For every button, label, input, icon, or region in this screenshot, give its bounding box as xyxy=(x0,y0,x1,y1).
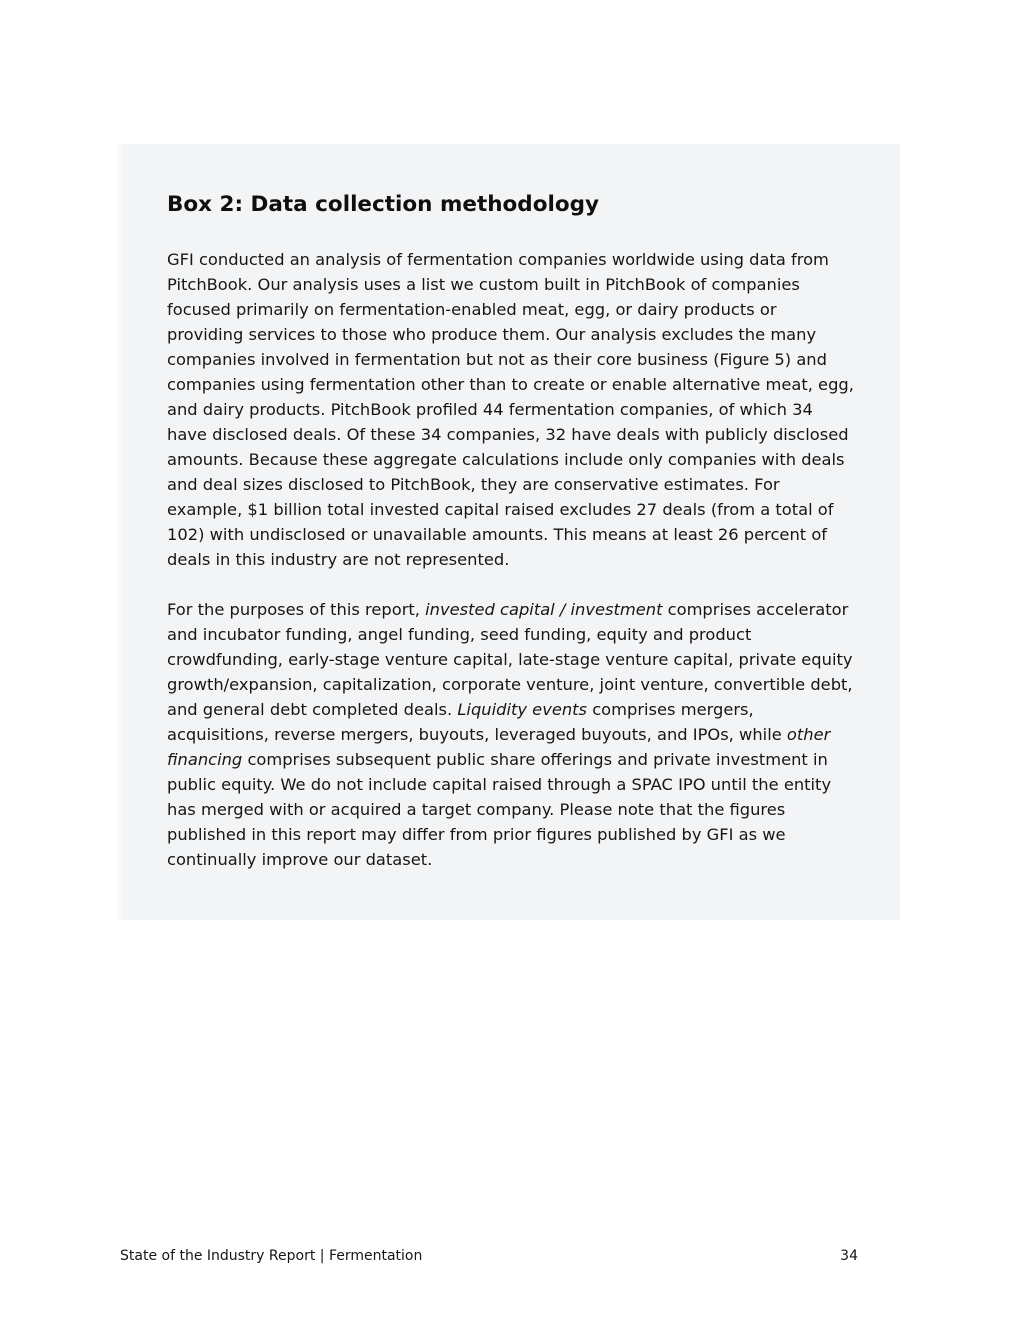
emphasized-term: financing xyxy=(167,750,243,769)
methodology-paragraph-1 xyxy=(167,247,867,572)
text-segment: crowdfunding, early-stage venture capital, late-stage venture capital, private equity xyxy=(167,650,853,669)
text-segment: and incubator funding, angel funding, seed funding, equity and product xyxy=(167,625,752,644)
methodology-paragraph-2 xyxy=(167,597,867,872)
emphasized-term: other xyxy=(786,725,831,744)
paragraph-2-line xyxy=(167,622,867,647)
text-segment: has merged with or acquired a target company. Please note that the figures xyxy=(167,800,786,819)
text-segment: public equity. We do not include capital raised through a SPAC IPO until the entity xyxy=(167,775,832,794)
paragraph-2-line xyxy=(167,647,867,672)
paragraph-1-line: deals in this industry are not represented. xyxy=(167,550,510,569)
paragraph-1-line: and dairy products. PitchBook profiled 44 fermentation companies, of which 34 xyxy=(167,400,813,419)
paragraph-1-line: companies involved in fermentation but not as their core business (Figure 5) and xyxy=(167,350,827,369)
text-segment: comprises mergers, xyxy=(587,700,754,719)
paragraph-1-line: and deal sizes disclosed to PitchBook, they are conservative estimates. For xyxy=(167,475,780,494)
paragraph-1-line: focused primarily on fermentation-enabled meat, egg, or dairy products or xyxy=(167,300,777,319)
text-segment: comprises accelerator xyxy=(662,600,849,619)
paragraph-2-line xyxy=(167,747,867,772)
footer-report-title: State of the Industry Report | Fermentation xyxy=(120,1248,423,1264)
text-segment: comprises subsequent public share offerings and private investment in xyxy=(242,750,828,769)
paragraph-2-line xyxy=(167,597,867,622)
paragraph-1-line: example, $1 billion total invested capital raised excludes 27 deals (from a total of xyxy=(167,500,834,519)
paragraph-1-line: GFI conducted an analysis of fermentation companies worldwide using data from xyxy=(167,250,829,269)
text-segment: For the purposes of this report, xyxy=(167,600,426,619)
emphasized-term: Liquidity events xyxy=(457,700,588,719)
paragraph-2-line xyxy=(167,672,867,697)
paragraph-1-line: PitchBook. Our analysis uses a list we custom built in PitchBook of companies xyxy=(167,275,800,294)
paragraph-2-line xyxy=(167,772,867,797)
text-segment: acquisitions, reverse mergers, buyouts, leveraged buyouts, and IPOs, while xyxy=(167,725,787,744)
paragraph-2-line xyxy=(167,797,867,822)
paragraph-1-line: have disclosed deals. Of these 34 companies, 32 have deals with publicly disclosed xyxy=(167,425,849,444)
paragraph-1-line: 102) with undisclosed or unavailable amounts. This means at least 26 percent of xyxy=(167,525,828,544)
paragraph-1-line: providing services to those who produce them. Our analysis excludes the many xyxy=(167,325,817,344)
text-segment: and general debt completed deals. xyxy=(167,700,458,719)
methodology-box xyxy=(118,144,900,920)
paragraph-1-line: amounts. Because these aggregate calculations include only companies with deals xyxy=(167,450,845,469)
paragraph-2-line xyxy=(167,722,867,747)
paragraph-2-line xyxy=(167,847,867,872)
paragraph-2-line xyxy=(167,822,867,847)
box-title: Box 2: Data collection methodology xyxy=(167,192,600,217)
paragraph-1-line: companies using fermentation other than to create or enable alternative meat, egg, xyxy=(167,375,854,394)
paragraph-2-line xyxy=(167,697,867,722)
emphasized-term: invested capital / investment xyxy=(425,600,663,619)
footer-page-number: 34 xyxy=(840,1248,858,1264)
text-segment: published in this report may differ from prior figures published by GFI as we xyxy=(167,825,786,844)
text-segment: continually improve our dataset. xyxy=(167,850,433,869)
text-segment: growth/expansion, capitalization, corporate venture, joint venture, convertible debt, xyxy=(167,675,853,694)
